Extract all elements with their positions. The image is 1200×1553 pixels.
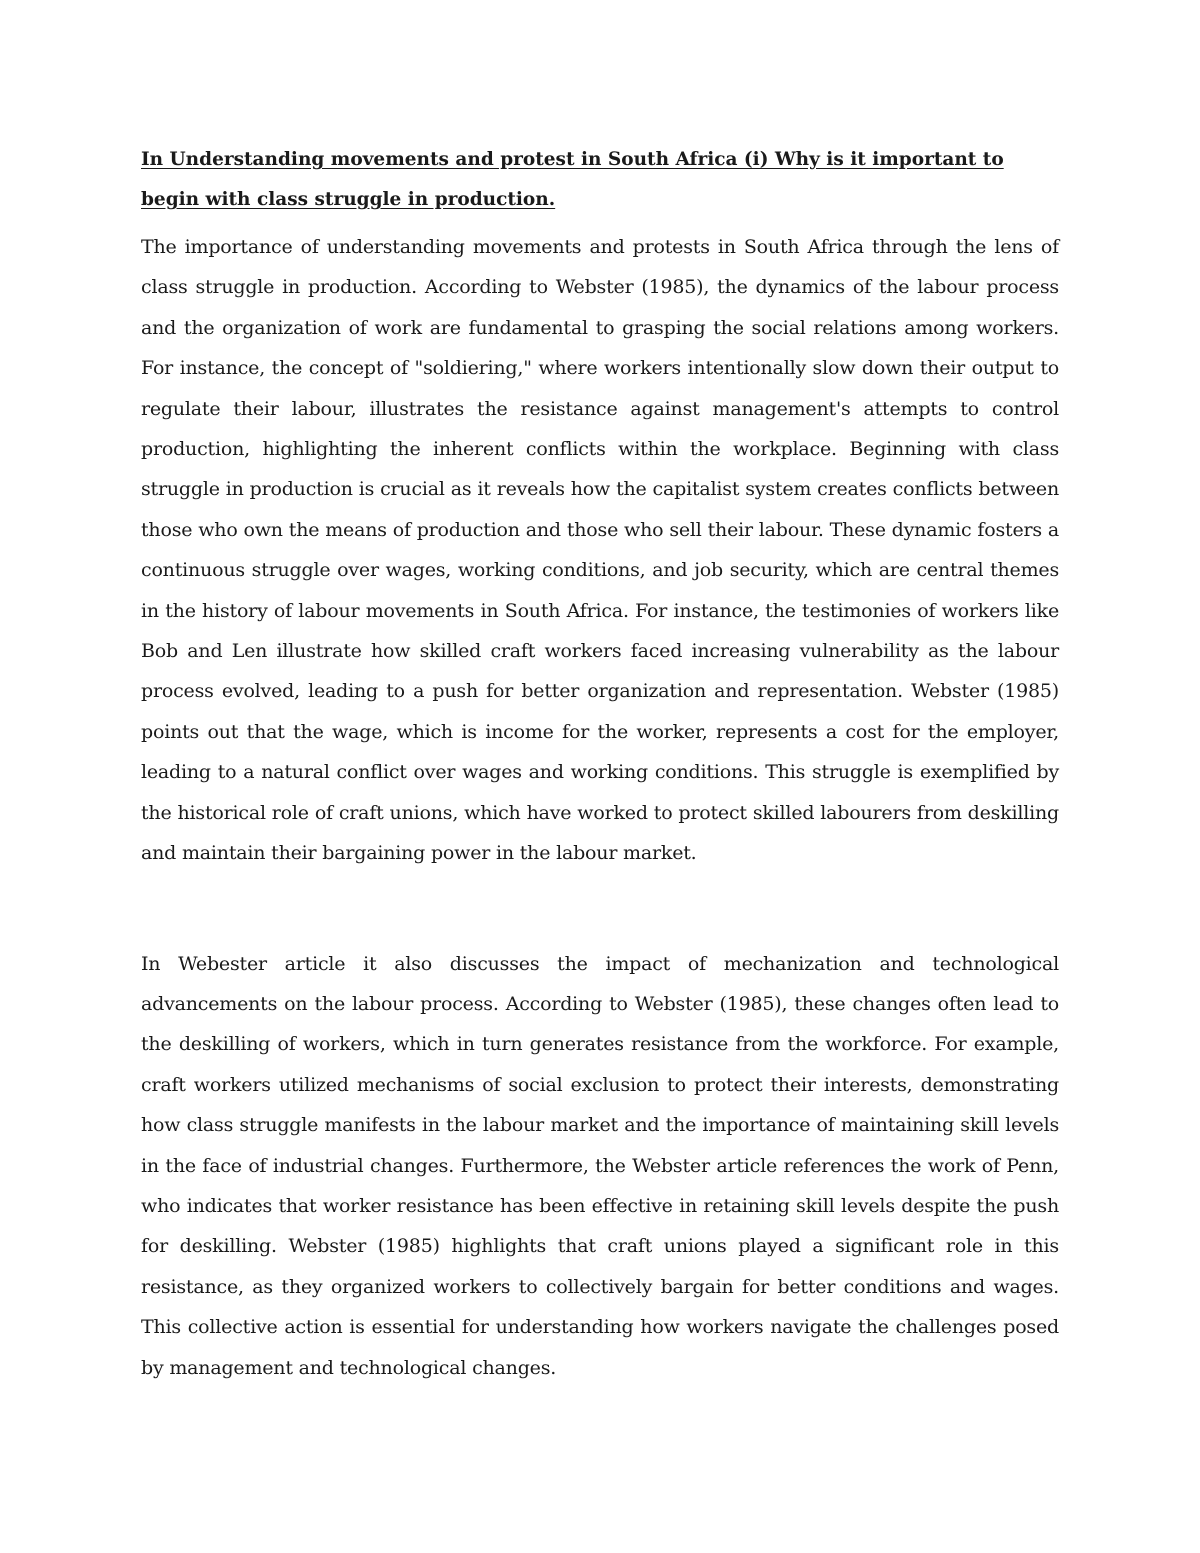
body-paragraph-2: In Webester article it also discusses the impact of mechanization and technological advancements on the labour process. According to Webster (1985), these changes often lead to the deskilling of workers, which in turn generates resistance from the workforce. For example, craft workers utilized mechanisms of social exclusion to protect their interests, demonstrating how class struggle manifests in the labour market and the importance of maintaining skill levels in the face of industrial changes. Furthermore, the Webster article references the work of Penn, who indicates that worker resistance has been effective in retaining skill levels despite the push for deskilling. Webster (1985) highlights that craft unions played a significant role in this resistance, as they organized workers to collectively bargain for better conditions and wages. This collective action is essential for understanding how workers navigate the challenges posed by management and technological changes.: [141, 952, 1059, 1379]
body-paragraph-1: The importance of understanding movements and protests in South Africa through the lens of class struggle in production. According to Webster (1985), the dynamics of the labour process and the organization of work are fundamental to grasping the social relations among workers. For instance, the concept of "soldiering," where workers intentionally slow down their output to regulate their labour, illustrates the resistance against management's attempts to control production, highlighting the inherent conflicts within the workplace. Beginning with class struggle in production is crucial as it reveals how the capitalist system creates conflicts between those who own the means of production and those who sell their labour. These dynamic fosters a continuous struggle over wages, working conditions, and job security, which are central themes in the history of labour movements in South Africa. For instance, the testimonies of workers like Bob and Len illustrate how skilled craft workers faced increasing vulnerability as the labour process evolved, leading to a push for better organization and representation. Webster (1985) points out that the wage, which is income for the worker, represents a cost for the employer, leading to a natural conflict over wages and working conditions. This struggle is exemplified by the historical role of craft unions, which have worked to protect skilled labourers from deskilling and maintain their bargaining power in the labour market.: [141, 236, 1059, 865]
document-heading: In Understanding movements and protest in South Africa (i) Why is it important to begin with class struggle in production.: [141, 149, 1004, 210]
document-page: [141, 140, 1059, 1388]
